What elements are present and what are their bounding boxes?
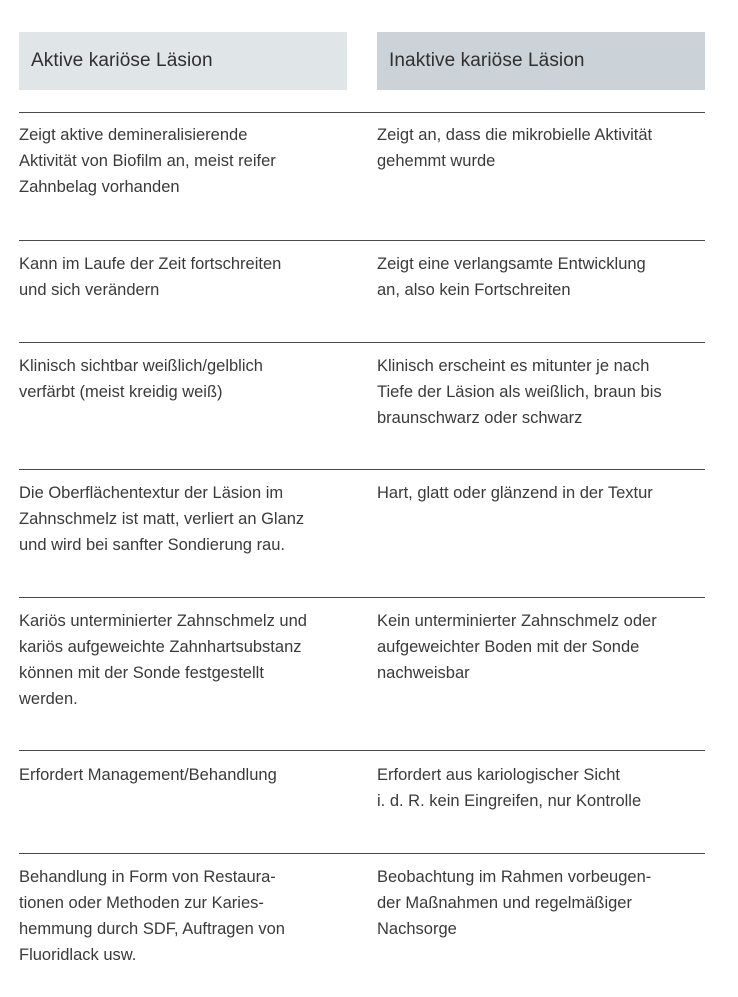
row-1-active-cell: Zeigt aktive demineralisierende Aktivität von Biofilm an, meist reifer Zahnbelag vorhanden [19, 126, 276, 196]
row-2-active-cell: Kann im Laufe der Zeit fortschreiten und sich verändern [19, 255, 282, 299]
row-3-inactive-cell: Klinisch erscheint es mitunter je nach Tiefe der Läsion als weißlich, braun bis braunschwarz oder schwarz [377, 357, 662, 427]
row-7-active-cell: Behandlung in Form von Restaura- tionen oder Methoden zur Karies- hemmung durch SDF, Auftragen von Fluoridlack usw. [19, 868, 285, 964]
row-divider [19, 240, 705, 241]
row-6-inactive-cell: Erfordert aus kariologischer Sicht i. d. R. kein Eingreifen, nur Kontrolle [377, 766, 642, 810]
row-divider [19, 750, 705, 751]
row-5-inactive-cell: Kein unterminierter Zahnschmelz oder aufgeweichter Boden mit der Sonde nachweisbar [377, 612, 657, 682]
row-6-active-cell: Erfordert Management/Behandlung [19, 766, 277, 784]
row-4-inactive-cell: Hart, glatt oder glänzend in der Textur [377, 484, 653, 502]
row-4-active-cell: Die Oberflächentextur der Läsion im Zahnschmelz ist matt, verliert an Glanz und wird bei sanfter Sondierung rau. [19, 484, 305, 554]
row-5-active-cell: Kariös unterminierter Zahnschmelz und kariös aufgeweichte Zahnhartsubstanz können mit der Sonde festgestellt werden. [19, 612, 307, 708]
column-header-active: Aktive kariöse Läsion [19, 32, 347, 90]
row-divider [19, 342, 705, 343]
row-3-active-cell: Klinisch sichtbar weißlich/gelblich verfärbt (meist kreidig weiß) [19, 357, 263, 401]
row-divider [19, 853, 705, 854]
row-divider [19, 597, 705, 598]
row-7-inactive-cell: Beobachtung im Rahmen vorbeugen- der Maßnahmen und regelmäßiger Nachsorge [377, 868, 652, 938]
row-divider [19, 469, 705, 470]
row-2-inactive-cell: Zeigt eine verlangsamte Entwicklung an, also kein Fortschreiten [377, 255, 646, 299]
column-header-inactive: Inaktive kariöse Läsion [377, 32, 705, 90]
row-1-inactive-cell: Zeigt an, dass die mikrobielle Aktivität gehemmt wurde [377, 126, 653, 170]
row-divider [19, 112, 705, 113]
